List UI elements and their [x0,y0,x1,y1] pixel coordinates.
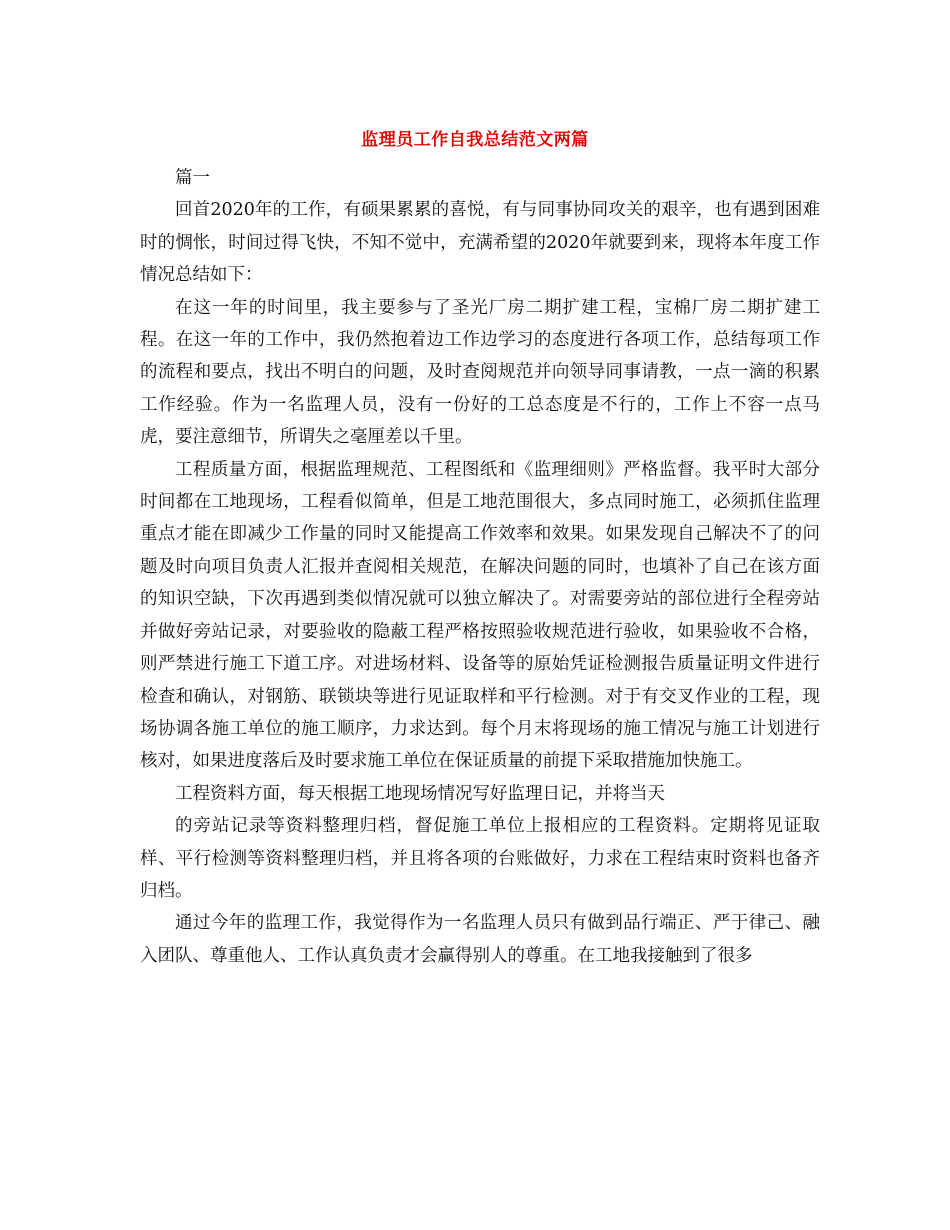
paragraph: 的旁站记录等资料整理归档，督促施工单位上报相应的工程资料。定期将见证取样、平行检测等资料整理归档，并且将各项的台账做好，力求在工程结束时资料也备齐归档。 [140,816,820,901]
document-body [140,162,820,972]
paragraph: 工程质量方面，根据监理规范、工程图纸和《监理细则》严格监督。我平时大部分时间都在工地现场，工程看似简单，但是工地范围很大，多点同时施工，必须抓住监理重点才能在即减少工作量的同时又能提高工作效率和效果。如果发现自己解决不了的问题及时向项目负责人汇报并查阅相关规范，在解决问题的同时，也填补了自己在该方面的知识空缺，下次再遇到类似情况就可以独立解决了。对需要旁站的部位进行全程旁站并做好旁站记录，对要验收的隐蔽工程严格按照验收规范进行验收，如果验收不合格，则严禁进行施工下道工序。对进场材料、设备等的原始凭证检测报告质量证明文件进行检查和确认，对钢筋、联锁块等进行见证取样和平行检测。对于有交叉作业的工程，现场协调各施工单位的施工顺序，力求达到。每个月末将现场的施工情况与施工计划进行核对，如果进度落后及时要求施工单位在保证质量的前提下采取措施加快施工。 [140,459,820,772]
paragraph: 回首2020年的工作，有硕果累累的喜悦，有与同事协同攻关的艰辛，也有遇到困难时的惆怅，时间过得飞快，不知不觉中，充满希望的2020年就要到来，现将本年度工作情况总结如下： [140,200,820,286]
document-title: 监理员工作自我总结范文两篇 [361,130,589,150]
paragraph: 工程资料方面，每天根据工地现场情况写好监理日记，并将当天 [175,783,665,804]
paragraph: 通过今年的监理工作，我觉得作为一名监理人员只有做到品行端正、严于律己、融入团队、尊重他人、工作认真负责才会赢得别人的尊重。在工地我接触到了很多 [140,913,820,966]
paragraph: 在这一年的时间里，我主要参与了圣光厂房二期扩建工程，宝棉厂房二期扩建工程。在这一年的工作中，我仍然抱着边工作边学习的态度进行各项工作，总结每项工作的流程和要点，找出不明白的问题，及时查阅规范并向领导同事请教，一点一滴的积累工作经验。作为一名监理人员，没有一份好的工总态度是不行的，工作上不容一点马虎，要注意细节，所谓失之毫厘差以千里。 [140,297,820,448]
section-heading: 篇一 [175,168,210,188]
